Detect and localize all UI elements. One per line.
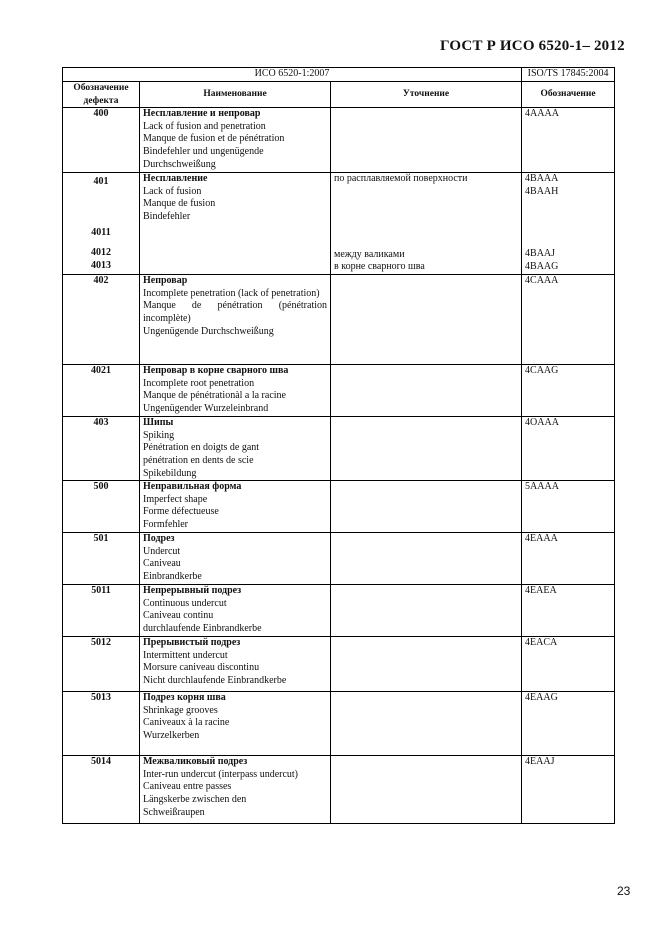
clarification xyxy=(331,365,522,417)
name-en: Shrinkage grooves xyxy=(143,704,218,716)
name-en: Continuous undercut xyxy=(143,597,227,609)
defect-code: 501 xyxy=(63,533,140,585)
table-row xyxy=(63,173,615,275)
name-ru: Несплавление и непровар xyxy=(143,108,261,120)
defect-code: 5012 xyxy=(63,637,140,692)
column-header-designation: Обозначение xyxy=(522,82,615,108)
code-4013: 4013 xyxy=(91,259,111,271)
defect-name xyxy=(140,275,331,365)
document-header: ГОСТ Р ИСО 6520-1– 2012 xyxy=(440,38,625,54)
name-fr: Caniveaux à la racine xyxy=(143,717,230,729)
clarification xyxy=(331,108,522,173)
defect-name xyxy=(140,756,331,824)
clarification xyxy=(331,173,522,275)
defect-code xyxy=(63,173,140,275)
clarification xyxy=(331,417,522,481)
code-4012: 4012 xyxy=(91,247,111,259)
table-row xyxy=(63,585,615,637)
clarification xyxy=(331,533,522,585)
clarification-401: по расплавляемой поверхности xyxy=(334,173,468,185)
name-fr-cont: pénétration en dents de scie xyxy=(143,454,254,466)
name-fr: Caniveau entre passes xyxy=(143,781,232,793)
designation xyxy=(522,173,615,275)
name-ru: Прерывистый подрез xyxy=(143,637,241,649)
table-row xyxy=(63,275,615,365)
name-de: Längskerbe zwischen den xyxy=(143,793,247,805)
name-en: Imperfect shape xyxy=(143,493,208,505)
designation-4012: 4BAAJ xyxy=(525,248,556,260)
code-401: 401 xyxy=(93,176,109,188)
code-4011: 4011 xyxy=(91,226,111,238)
name-ru: Подрез xyxy=(143,533,175,545)
designation-4013: 4BAAG xyxy=(525,260,559,272)
name-ru: Межваликовый подрез xyxy=(143,756,248,768)
table-row xyxy=(63,637,615,692)
clarification xyxy=(331,481,522,533)
designation: 4OAAA xyxy=(522,417,615,481)
name-de: durchlaufende Einbrandkerbe xyxy=(143,622,262,634)
table-row xyxy=(63,365,615,417)
name-fr: Caniveau xyxy=(143,558,181,570)
defect-code: 402 xyxy=(63,275,140,365)
name-fr: Caniveau continu xyxy=(143,610,214,622)
defects-table xyxy=(62,67,615,824)
defect-name xyxy=(140,173,331,275)
defect-code: 400 xyxy=(63,108,140,173)
name-de: Bindefehler und ungenügende xyxy=(143,145,264,157)
name-en: Incomplete penetration (lack of penetration) xyxy=(143,287,320,299)
defect-name xyxy=(140,417,331,481)
table-row xyxy=(63,108,615,173)
table-row xyxy=(63,417,615,481)
designation: 4EAAJ xyxy=(522,756,615,824)
designation: 4EAEA xyxy=(522,585,615,637)
defect-code: 4021 xyxy=(63,365,140,417)
name-fr: Forme défectueuse xyxy=(143,506,219,518)
name-de: Einbrandkerbe xyxy=(143,570,202,582)
clarification xyxy=(331,637,522,692)
clarification xyxy=(331,692,522,756)
designation: 5AAAA xyxy=(522,481,615,533)
name-en: Intermittent undercut xyxy=(143,649,228,661)
defect-code: 5011 xyxy=(63,585,140,637)
standard-iso-6520: ИСО 6520-1:2007 xyxy=(63,68,522,82)
defect-name xyxy=(140,481,331,533)
name-fr: Manque de fusion xyxy=(143,198,216,210)
defect-name xyxy=(140,585,331,637)
table-row xyxy=(63,692,615,756)
name-ru: Непрерывный подрез xyxy=(143,585,242,597)
name-fr: Morsure caniveau discontinu xyxy=(143,662,260,674)
designation: 4EAAA xyxy=(522,533,615,585)
name-de: Ungenügende Durchschweißung xyxy=(143,325,274,337)
name-fr: Manque de fusion et de pénétration xyxy=(143,133,285,145)
table-row xyxy=(63,533,615,585)
table-header-row xyxy=(63,82,615,108)
column-header-name: Наименование xyxy=(140,82,331,108)
designation: 4CAAG xyxy=(522,365,615,417)
designation-401-alt: 4BAAH xyxy=(525,185,559,197)
name-ru: Непровар в корне сварного шва xyxy=(143,365,289,377)
clarification-4012: между валиками xyxy=(334,248,405,260)
name-fr: Manque de pénétrationàl a la racine xyxy=(143,390,286,402)
table-row xyxy=(63,756,615,824)
column-header-clarification: Уточнение xyxy=(331,82,522,108)
name-ru: Шипы xyxy=(143,417,174,429)
defect-code: 403 xyxy=(63,417,140,481)
name-en: Spiking xyxy=(143,429,175,441)
name-ru: Подрез корня шва xyxy=(143,692,226,704)
designation-401: 4BAAA xyxy=(525,173,559,185)
name-de-cont: Schweißraupen xyxy=(143,806,205,818)
name-de: Spikebildung xyxy=(143,467,197,479)
name-ru: Непровар xyxy=(143,275,188,287)
defect-name xyxy=(140,533,331,585)
designation: 4CAAA xyxy=(522,275,615,365)
name-fr: Manque de pénétration (pénétration incomplète) xyxy=(143,300,327,324)
table-row xyxy=(63,481,615,533)
defect-name xyxy=(140,365,331,417)
name-ru: Неправильная форма xyxy=(143,481,242,493)
table-standards-row xyxy=(63,68,615,82)
name-ru: Несплавление xyxy=(143,173,208,185)
clarification xyxy=(331,585,522,637)
designation: 4EACA xyxy=(522,637,615,692)
name-de: Wurzelkerben xyxy=(143,729,200,741)
defect-name xyxy=(140,692,331,756)
defect-name xyxy=(140,108,331,173)
name-de: Ungenügender Wurzeleinbrand xyxy=(143,402,269,414)
name-de-cont: Durchschweißung xyxy=(143,158,216,170)
name-de: Formfehler xyxy=(143,518,188,530)
defect-code: 500 xyxy=(63,481,140,533)
name-en: Lack of fusion xyxy=(143,185,202,197)
defect-code: 5014 xyxy=(63,756,140,824)
name-de: Nicht durchlaufende Einbrandkerbe xyxy=(143,674,287,686)
designation: 4AAAA xyxy=(522,108,615,173)
defect-name xyxy=(140,637,331,692)
column-header-code: Обозначение дефекта xyxy=(63,82,140,108)
defect-code: 5013 xyxy=(63,692,140,756)
clarification xyxy=(331,756,522,824)
name-en: Incomplete root penetration xyxy=(143,377,255,389)
clarification-4013: в корне сварного шва xyxy=(334,261,425,273)
name-fr: Pénétration en doigts de gant xyxy=(143,442,260,454)
page-number: 23 xyxy=(617,884,631,898)
name-en: Undercut xyxy=(143,545,181,557)
name-en: Inter-run undercut (interpass undercut) xyxy=(143,768,299,780)
name-en: Lack of fusion and penetration xyxy=(143,120,266,132)
clarification xyxy=(331,275,522,365)
designation: 4EAAG xyxy=(522,692,615,756)
name-de: Bindefehler xyxy=(143,210,191,222)
standard-iso-ts-17845: ISO/TS 17845:2004 xyxy=(522,68,615,82)
